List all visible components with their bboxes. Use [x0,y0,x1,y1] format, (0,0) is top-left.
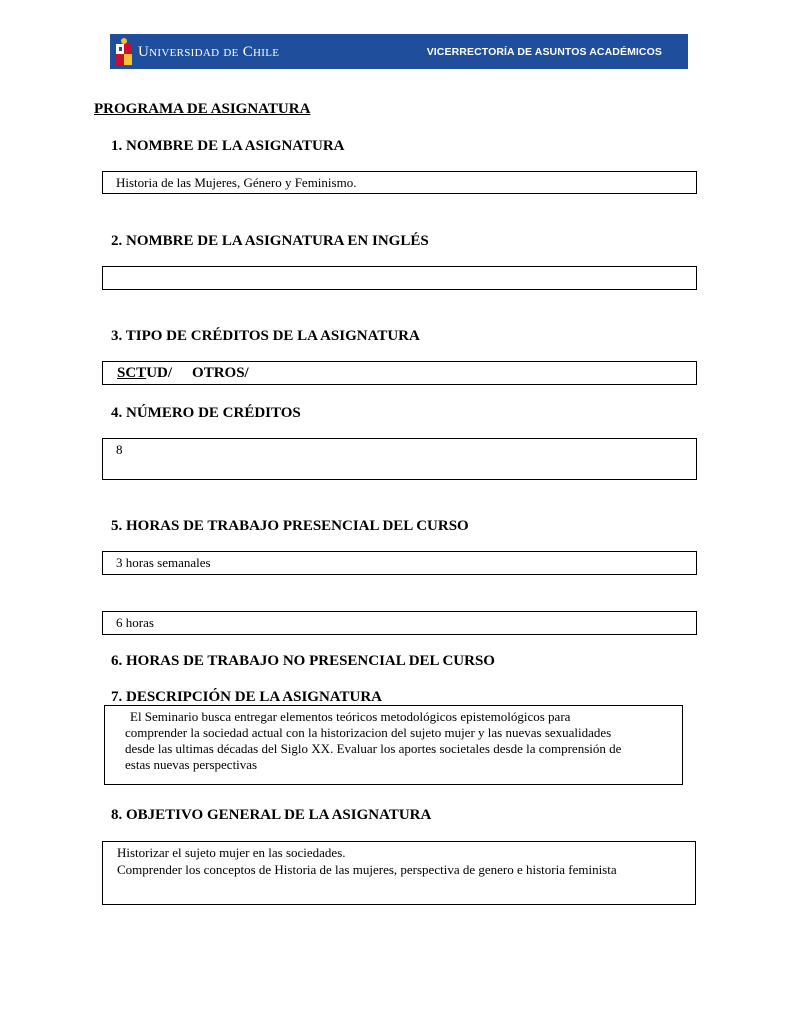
description-line-1: El Seminario busca entregar elementos teóricos metodológicos epistemológicos para [130,709,571,724]
credit-type-field [102,361,697,385]
section-5-heading: 5. HORAS DE TRABAJO PRESENCIAL DEL CURSO [111,518,469,534]
university-crest-icon [116,38,132,65]
description-line-2: comprender la sociedad actual con la historizacion del sujeto mujer y las nuevas sexualidades [125,725,612,740]
section-4-heading: 4. NÚMERO DE CRÉDITOS [111,405,301,421]
credit-type-values [117,365,249,381]
credit-ud: UD/ [146,365,173,381]
description-line-3: desde las ultimas décadas del Siglo XX. Evaluar los aportes societales desde la comprensión de [125,741,622,756]
presential-hours-field [102,551,697,575]
presential-hours-value: 3 horas semanales [116,555,211,570]
credit-sct: SCT [117,365,147,381]
section-2-heading: 2. NOMBRE DE LA ASIGNATURA EN INGLÉS [111,233,429,249]
description-field [104,705,683,785]
course-name-value: Historia de las Mujeres, Género y Feminismo. [116,175,357,190]
objective-line-1: Historizar el sujeto mujer en las sociedades. [117,845,346,860]
page-title: PROGRAMA DE ASIGNATURA [94,101,311,117]
description-line-4: estas nuevas perspectivas [125,757,258,772]
english-name-field [102,266,697,290]
course-name-field [102,171,697,194]
university-name: Universidad de Chile [138,44,280,60]
section-3-heading: 3. TIPO DE CRÉDITOS DE LA ASIGNATURA [111,328,420,344]
objective-line-2: Comprender los conceptos de Historia de las mujeres, perspectiva de genero e historia feminista [117,862,617,877]
credit-number-field [102,438,697,480]
section-7-heading: 7. DESCRIPCIÓN DE LA ASIGNATURA [111,689,383,705]
section-8-heading: 8. OBJETIVO GENERAL DE LA ASIGNATURA [111,807,432,823]
section-1-heading: 1. NOMBRE DE LA ASIGNATURA [111,138,345,154]
credit-number-value: 8 [116,442,123,457]
office-name: VICERRECTORÍA DE ASUNTOS ACADÉMICOS [426,46,662,58]
credit-otros: OTROS/ [192,365,249,381]
header-banner [110,34,688,69]
non-presential-hours-value: 6 horas [116,615,154,630]
non-presential-hours-field [102,611,697,635]
section-6-heading: 6. HORAS DE TRABAJO NO PRESENCIAL DEL CURSO [111,653,495,669]
objective-field [102,841,696,905]
